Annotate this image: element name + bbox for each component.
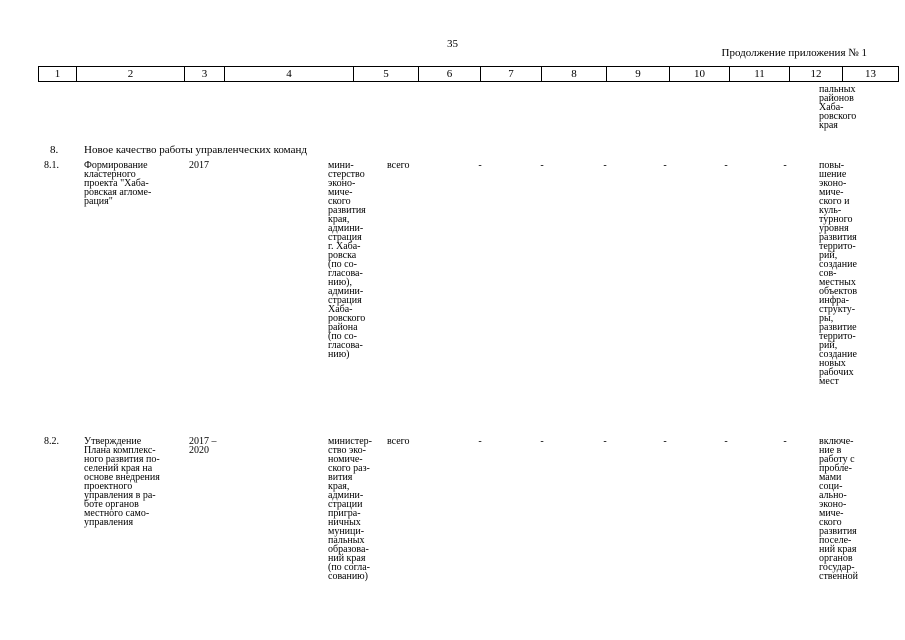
row-number: 8.2.	[44, 436, 59, 447]
page-number: 35	[447, 38, 458, 50]
header-col-5: 5	[354, 67, 419, 81]
row-year: 2017 – 2020	[189, 436, 217, 456]
row-number: 8.1.	[44, 160, 59, 171]
row-value: -	[478, 160, 482, 171]
section-title: Новое качество работы управленческих команд	[84, 144, 307, 156]
row-value: -	[663, 436, 667, 447]
header-col-2: 2	[77, 67, 185, 81]
row-value: -	[603, 160, 607, 171]
header-col-7: 7	[481, 67, 542, 81]
row-value: -	[783, 436, 787, 447]
row-executor: министер- ство эко- номиче- ского раз- вития края, админи- страции пригра- ничных муници- пальных образова- ний края (по согла- сованию)	[328, 436, 372, 582]
row-value: -	[724, 436, 728, 447]
header-col-12: 12	[790, 67, 843, 81]
row-value: -	[478, 436, 482, 447]
header-col-10: 10	[670, 67, 730, 81]
row-year: 2017	[189, 160, 209, 171]
row-source: всего	[387, 160, 410, 171]
header-col-6: 6	[419, 67, 481, 81]
header-col-1: 1	[39, 67, 77, 81]
row-result: повы- шение эконо- миче- ского и куль- турного уровня развития террито- рий, создание сов- местных объектов инфра- структу- ры, развитие террито- рий, создание новых рабочих мест	[819, 160, 858, 387]
header-col-13: 13	[865, 68, 876, 80]
section-number: 8.	[50, 144, 59, 156]
header-col-9: 9	[607, 67, 670, 81]
row-value: -	[663, 160, 667, 171]
header-col-3: 3	[185, 67, 225, 81]
row-executor: мини- стерство эконо- миче- ского развития края, админи- страция г. Хаба- ровска (по со- гласова- нию), админи- страция Хаба- ровского района (по со- гласова- нию)	[328, 160, 366, 360]
continuation-note: Продолжение приложения № 1	[721, 47, 867, 59]
row-value: -	[603, 436, 607, 447]
header-col-11: 11	[730, 67, 790, 81]
column-number-header	[38, 66, 899, 82]
previous-row-tail: пальных районов Хаба- ровского края	[819, 84, 857, 131]
row-value: -	[540, 160, 544, 171]
row-name: Формирование кластерного проекта "Хаба- ровская агломе- рация"	[84, 160, 152, 207]
row-result: включе- ние в работу с пробле- мами соци- ально- эконо- миче- ского развития поселе- ний края органов государ- ственной	[819, 436, 858, 582]
row-name: Утверждение Плана комплекс- ного развития по- селений края на основе внедрения проектного управления в ра- боте органов местного само- управления	[84, 436, 160, 528]
header-col-4: 4	[225, 67, 354, 81]
row-value: -	[783, 160, 787, 171]
row-value: -	[724, 160, 728, 171]
row-value: -	[540, 436, 544, 447]
header-col-8: 8	[542, 67, 607, 81]
row-source: всего	[387, 436, 410, 447]
